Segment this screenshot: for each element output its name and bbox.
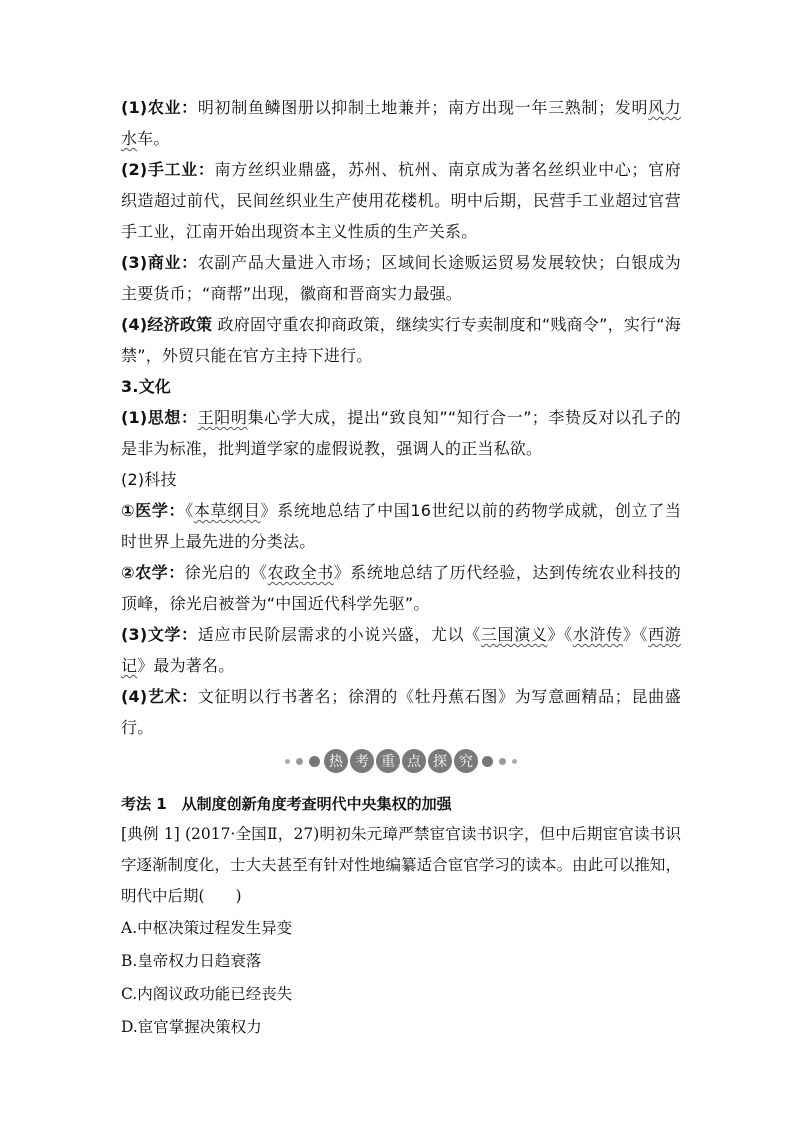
- banner-char: 考: [350, 749, 374, 773]
- option-d: D.宦官掌握决策权力: [121, 1018, 262, 1036]
- para-art: (4)艺术：文征明以行书著名；徐渭的《牡丹蕉石图》为写意画精品；昆曲盛行。: [121, 687, 681, 737]
- para-handicraft: (2)手工业：南方丝织业鼎盛，苏州、杭州、南京成为著名丝织业中心；官府织造超过前代，民间丝织业生产使用花楼机。明中后期，民营手工业超过官营手工业，江南开始出现资本主义性质的生产关系。: [121, 160, 681, 241]
- para-economic-policy: (4)经济政策 政府固守重农抑商政策，继续实行专卖制度和“贱商令”，实行“海禁”，外贸只能在官方主持下进行。: [121, 315, 681, 365]
- dot-icon: [285, 759, 290, 764]
- dot-icon: [482, 756, 493, 767]
- option-c: C.内阁议政功能已经丧失: [121, 985, 293, 1003]
- para-thought: (1)思想：王阳明集心学大成，提出“致良知”“知行合一”；李贽反对以孔子的是非为标准，批判道学家的虚假说教，强调人的正当私欲。: [121, 408, 681, 458]
- dot-icon: [296, 758, 303, 765]
- para-medicine: ①医学：《本草纲目》系统地总结了中国16世纪以前的药物学成就，创立了当时世界上最先进的分类法。: [121, 501, 682, 551]
- option-a: A.中枢决策过程发生异变: [121, 919, 293, 937]
- section-title: 考法 1 从制度创新角度考查明代中央集权的加强: [121, 795, 452, 813]
- example-question: [典例 1] (2017·全国Ⅱ，27)明初朱元璋严禁宦官读书识字，但中后期宦官读书识字逐渐制度化，士大夫甚至有针对性地编纂适合宦官学习的读本。由此可以推知，明代中后期( ): [121, 825, 681, 905]
- banner-char: 点: [402, 749, 426, 773]
- banner-char: 究: [454, 749, 478, 773]
- dot-icon: [499, 758, 506, 765]
- banner-char: 探: [428, 749, 452, 773]
- para-agronomy: ②农学：徐光启的《农政全书》系统地总结了历代经验，达到传统农业科技的顶峰，徐光启被誉为“中国近代科学先驱”。: [121, 563, 681, 613]
- dot-icon: [512, 759, 517, 764]
- option-b: B.皇帝权力日趋衰落: [121, 952, 262, 970]
- banner-char: 重: [376, 749, 400, 773]
- para-commerce: (3)商业：农副产品大量进入市场；区域间长途贩运贸易发展较快；白银成为主要货币；“商帮”出现，徽商和晋商实力最强。: [121, 253, 681, 303]
- document-page: [121, 92, 681, 1044]
- hot-topic-banner: [121, 743, 681, 779]
- banner-char: 热: [324, 749, 348, 773]
- dot-icon: [309, 756, 320, 767]
- para-technology-heading: (2)科技: [121, 470, 177, 489]
- para-literature: (3)文学：适应市民阶层需求的小说兴盛，尤以《三国演义》《水浒传》《西游记》最为著名。: [121, 625, 681, 675]
- para-agriculture: (1)农业：明初制鱼鳞图册以抑制土地兼并；南方出现一年三熟制；发明风力水车。: [121, 98, 682, 148]
- heading-culture: 3.文化: [121, 377, 172, 396]
